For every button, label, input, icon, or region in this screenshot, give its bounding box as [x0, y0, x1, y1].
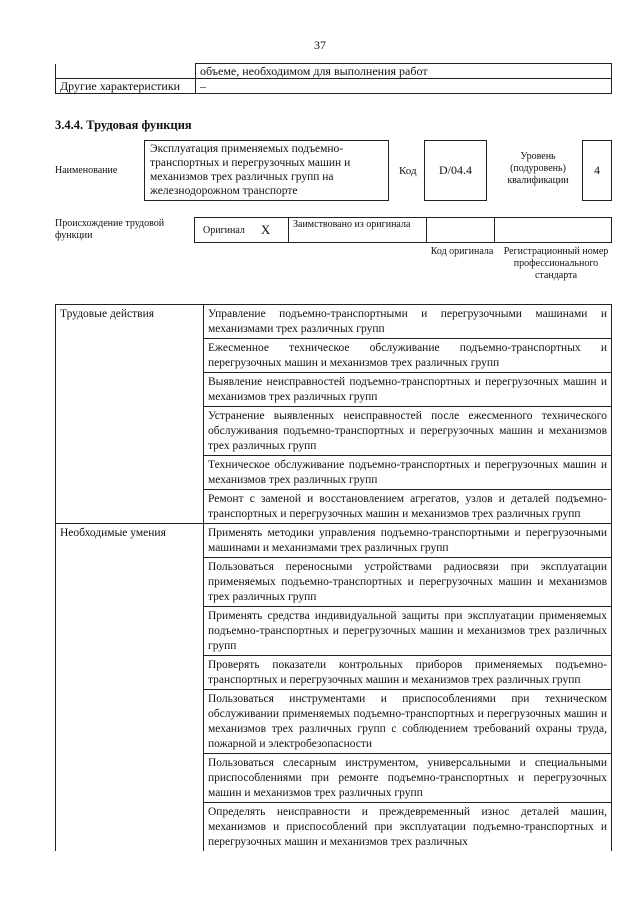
name-label: Наименование: [55, 165, 118, 176]
code-label: Код: [399, 165, 417, 177]
list-item: Применять средства индивидуальной защиты при эксплуатации применяемых подъемно-транспортных и перегрузочных машин и механизмов трех различных групп: [204, 607, 611, 656]
labor-actions-list: [204, 305, 612, 524]
original-label: Оригинал: [203, 224, 245, 236]
table-row: [56, 305, 612, 524]
function-name-box: Эксплуатация применяемых подъемно-транспортных и перегрузочных машин и механизмов трех различных групп на железнодорожном транспорте: [144, 140, 389, 201]
list-item: Управление подъемно-транспортными и перегрузочными машинами и механизмами трех различных групп: [204, 305, 611, 339]
list-item: Выявление неисправностей подъемно-транспортных и перегрузочных машин и механизмов трех различных групп: [204, 373, 611, 407]
function-details-table: [55, 304, 612, 851]
list-item: Ежесменное техническое обслуживание подъемно-транспортных и перегрузочных машин и механизмов трех различных групп: [204, 339, 611, 373]
page-number: 37: [314, 38, 326, 52]
continuation-table: [55, 63, 612, 94]
table-cell: [56, 64, 196, 79]
borrowed-label: Заимствовано из оригинала: [289, 218, 427, 242]
required-skills-list: [204, 524, 612, 852]
origin-row: [194, 217, 612, 243]
table-row: [56, 64, 612, 79]
list-item: Пользоваться переносными устройствами радиосвязи при эксплуатации применяемых подъемно-транспортных и перегрузочных машин и механизмов трех различных групп: [204, 558, 611, 607]
other-characteristics-label: Другие характеристики: [56, 79, 196, 94]
level-label: Уровень (подуровень) квалификации: [507, 151, 569, 186]
original-cell: [195, 218, 289, 242]
origin-label: Происхождение трудовой функции: [55, 218, 165, 241]
original-mark: X: [260, 222, 271, 237]
table-cell: объеме, необходимом для выполнения работ: [196, 64, 612, 79]
section-title: 3.4.4. Трудовая функция: [55, 118, 192, 132]
level-value-box: 4: [582, 140, 612, 201]
list-item: Пользоваться инструментами и приспособлениями при техническом обслуживании применяемых подъемно-транспортных и перегрузочных машин и механизмов трех различных групп с соблюдением требований охраны труда, пожарной и электробезопасности: [204, 690, 611, 754]
table-row: [56, 79, 612, 94]
required-skills-heading: Необходимые умения: [56, 524, 204, 852]
list-item: Устранение выявленных неисправностей после ежесменного технического обслуживания подъемно-транспортных и перегрузочных машин и механизмов трех различных групп: [204, 407, 611, 456]
other-characteristics-value: –: [196, 79, 612, 94]
list-item: Определять неисправности и преждевременный износ деталей машин, механизмов и приспособлений при эксплуатации подъемно-транспортных и перегрузочных машин и механизмов трех различных: [208, 806, 607, 848]
list-item: Пользоваться слесарным инструментом, универсальными и специальными приспособлениями при ремонте подъемно-транспортных и перегрузочных машин и механизмов трех различных групп: [204, 754, 611, 803]
list-item: Ремонт с заменой и восстановлением агрегатов, узлов и деталей подъемно-транспортных и перегрузочных машин и механизмов трех различных групп: [208, 493, 607, 520]
labor-actions-heading: Трудовые действия: [56, 305, 204, 524]
reg-number-label: Регистрационный номер профессионального стандарта: [503, 246, 609, 281]
code-original-cell: [427, 218, 495, 242]
reg-number-cell: [495, 218, 611, 242]
list-item: Применять методики управления подъемно-транспортными и перегрузочными машинами и механизмами трех различных групп: [204, 524, 611, 558]
code-value-box: D/04.4: [424, 140, 487, 201]
list-item: Техническое обслуживание подъемно-транспортных и перегрузочных машин и механизмов трех различных групп: [204, 456, 611, 490]
list-item: Проверять показатели контрольных приборов применяемых подъемно-транспортных и перегрузочных машин и механизмов трех различных групп: [204, 656, 611, 690]
table-row: [56, 524, 612, 852]
code-original-label: Код оригинала: [430, 246, 494, 257]
